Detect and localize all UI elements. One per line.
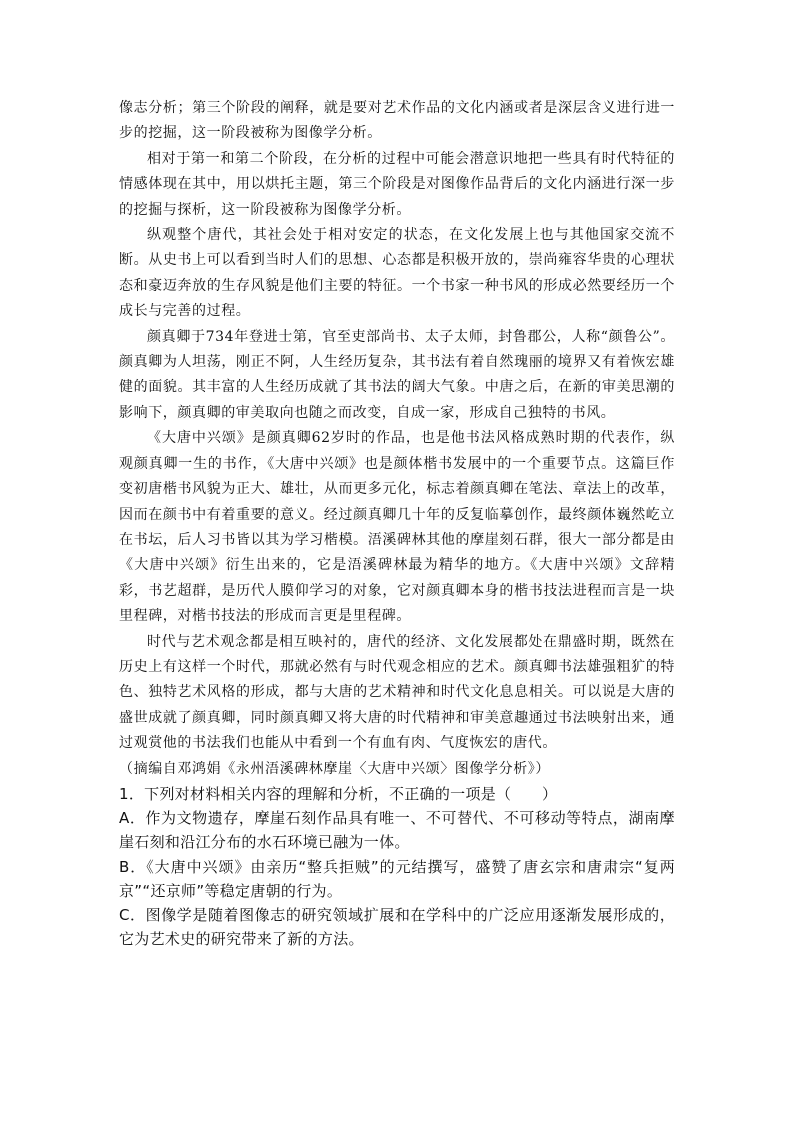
passage-paragraph-4: 颜真卿于734年登进士第，官至吏部尚书、太子太师，封鲁郡公，人称“颜鲁公”。颜真卿为人坦荡，刚正不阿，人生经历复杂，其书法有着自然瑰丽的境界又有着恢宏雄健的面貌。其丰富的人生经历成就了其书法的阔大气象。中唐之后，在新的审美思潮的影响下，颜真卿的审美取向也随之而改变，自成一家，形成自己独特的书风。 [119,328,675,421]
passage-paragraph-2: 相对于第一和第二个阶段，在分析的过程中可能会潜意识地把一些具有时代特征的情感体现在其中，用以烘托主题，第三个阶段是对图像作品背后的文化内涵进行深一步的挖掘与探析，这一阶段被称为图像学分析。 [119,150,675,218]
question-section [119,782,675,951]
document-page [119,96,675,951]
question-1-option-b: B．《大唐中兴颂》由亲历“整兵拒贼”的元结撰写，盛赞了唐玄宗和唐肃宗“复两京”“还京师”等稳定唐朝的行为。 [119,857,675,900]
reading-passage [119,96,675,782]
passage-paragraph-3: 纵观整个唐代，其社会处于相对安定的状态，在文化发展上也与其他国家交流不断。从史书上可以看到当时人们的思想、心态都是积极开放的，崇尚雍容华贵的心理状态和豪迈奔放的生存风貌是他们主要的特征。一个书家一种书风的形成必然要经历一个成长与完善的过程。 [119,227,675,320]
question-1-option-a: A．作为文物遗存，摩崖石刻作品具有唯一、不可替代、不可移动等特点，湖南摩崖石刻和沿江分布的水石环境已融为一体。 [119,809,675,852]
question-1-stem: 1．下列对材料相关内容的理解和分析，不正确的一项是（ ） [119,784,558,803]
passage-paragraph-1: 像志分析；第三个阶段的阐释，就是要对艺术作品的文化内涵或者是深层含义进行进一步的挖掘，这一阶段被称为图像学分析。 [119,100,675,142]
passage-source-citation: （摘编自邓鸿娟《永州浯溪碑林摩崖〈大唐中兴颂〉图像学分析》） [119,760,550,777]
passage-paragraph-6: 时代与艺术观念都是相互映衬的，唐代的经济、文化发展都处在鼎盛时期，既然在历史上有这样一个时代，那就必然有与时代观念相应的艺术。颜真卿书法雄强粗犷的特色、独特艺术风格的形成，都与大唐的艺术精神和时代文化息息相关。可以说是大唐的盛世成就了颜真卿，同时颜真卿又将大唐的时代精神和审美意趣通过书法映射出来，通过观赏他的书法我们也能从中看到一个有血有肉、气度恢宏的唐代。 [119,633,675,752]
passage-paragraph-5: 《大唐中兴颂》是颜真卿62岁时的作品，也是他书法风格成熟时期的代表作，纵观颜真卿一生的书作，《大唐中兴颂》也是颜体楷书发展中的一个重要节点。这篇巨作变初唐楷书风貌为正大、雄壮，从而更多元化，标志着颜真卿在笔法、章法上的改革，因而在颜书中有着重要的意义。经过颜真卿几十年的反复临摹创作，最终颜体巍然屹立在书坛，后人习书皆以其为学习楷模。浯溪碑林其他的摩崖刻石群，很大一部分都是由《大唐中兴颂》衍生出来的，它是浯溪碑林最为精华的地方。《大唐中兴颂》文辞精彩，书艺超群，是历代人膜仰学习的对象，它对颜真卿本身的楷书技法进程而言是一块里程碑，对楷书技法的形成而言更是里程碑。 [119,430,675,625]
question-1-option-c: C．图像学是随着图像志的研究领域扩展和在学科中的广泛应用逐渐发展形成的，它为艺术史的研究带来了新的方法。 [119,905,675,949]
